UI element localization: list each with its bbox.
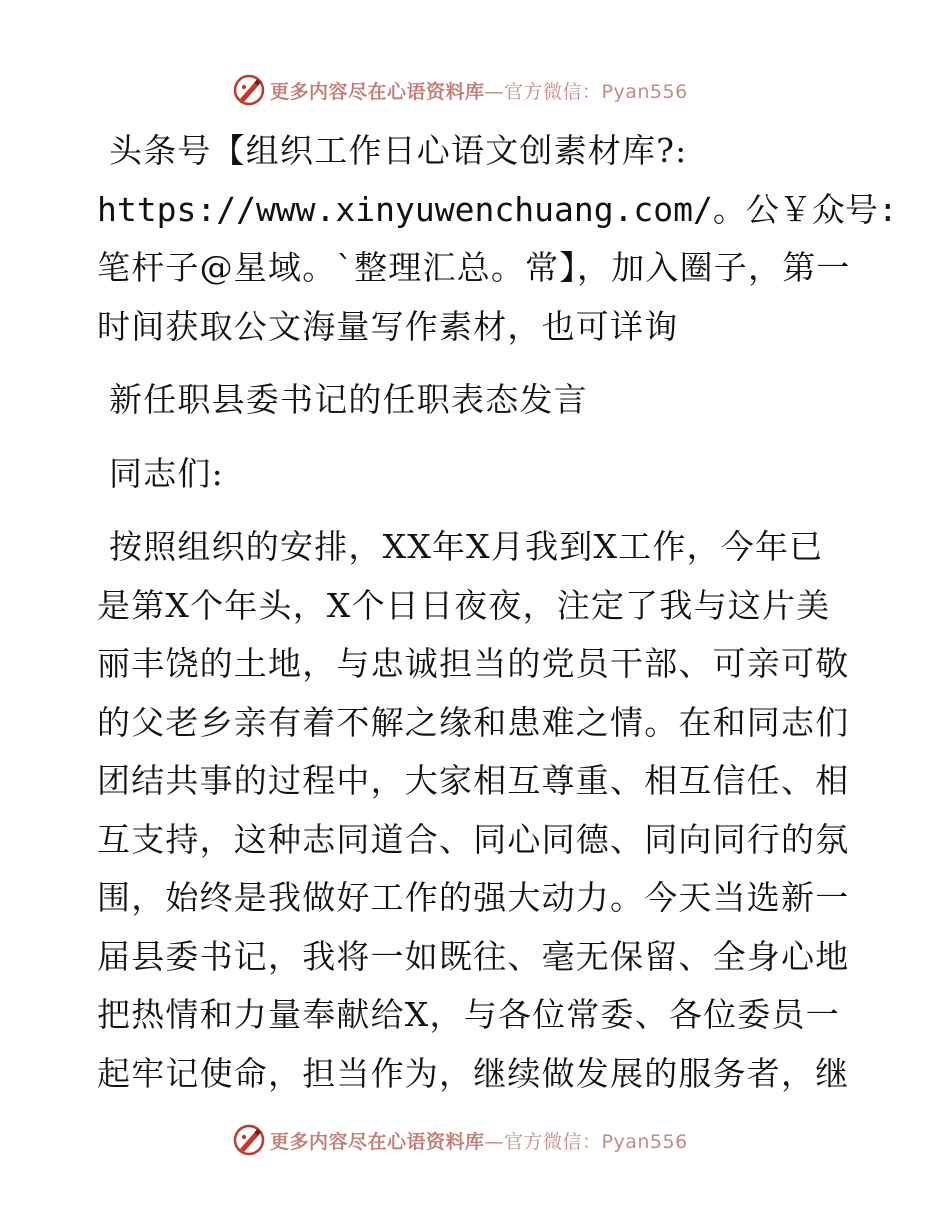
header-watermark-banner (232, 70, 752, 110)
banner-wechat-text: 官方微信：Pyan556 (504, 80, 688, 103)
banner-dash: — (484, 1130, 505, 1153)
banner-dash: — (484, 80, 505, 103)
pen-logo-icon (232, 73, 266, 107)
header-note-line-url: https://www.xinyuwenchuang.com/。公￥众号: (97, 189, 898, 229)
body-line: 是第X个年头，X个日日夜夜，注定了我与这片美 (97, 585, 831, 625)
body-line: 起牢记使命，担当作为，继续做发展的服务者，继 (97, 1053, 850, 1093)
header-note-line: 头条号【组织工作日心语文创素材库?: (109, 131, 688, 170)
body-line: 届县委书记，我将一如既往、毫无保留、全身心地 (97, 936, 850, 976)
body-line: 的父老乡亲有着不解之缘和患难之情。在和同志们 (97, 702, 850, 742)
body-line: 丽丰饶的土地，与忠诚担当的党员干部、可亲可敬 (97, 644, 850, 683)
banner-text (270, 1127, 688, 1154)
body-line: 围，始终是我做好工作的强大动力。今天当选新一 (97, 878, 850, 917)
header-note-line: 笔杆子@星域。`整理汇总。常】，加入圈子，第一 (97, 248, 851, 287)
document-title: 新任职县委书记的任职表态发言 (109, 380, 588, 419)
banner-main-text: 更多内容尽在心语资料库 (270, 80, 485, 103)
header-note-line: 时间获取公文海量写作素材，也可详询 (97, 306, 679, 346)
pen-logo-icon (232, 1123, 266, 1157)
footer-watermark-banner (232, 1120, 752, 1160)
body-line: 互支持，这种志同道合、同心同德、同向同行的氛 (97, 819, 850, 859)
banner-wechat-text: 官方微信：Pyan556 (504, 1130, 688, 1153)
body-line: 把热情和力量奉献给X，与各位常委、各位委员一 (97, 995, 840, 1034)
body-line: 按照组织的安排，XX年X月我到X工作，今年已 (109, 527, 824, 566)
banner-text (270, 77, 688, 104)
banner-main-text: 更多内容尽在心语资料库 (270, 1130, 485, 1153)
document-body (97, 122, 898, 1103)
body-line: 团结共事的过程中，大家相互尊重、相互信任、相 (97, 761, 850, 800)
salutation: 同志们: (109, 453, 224, 493)
